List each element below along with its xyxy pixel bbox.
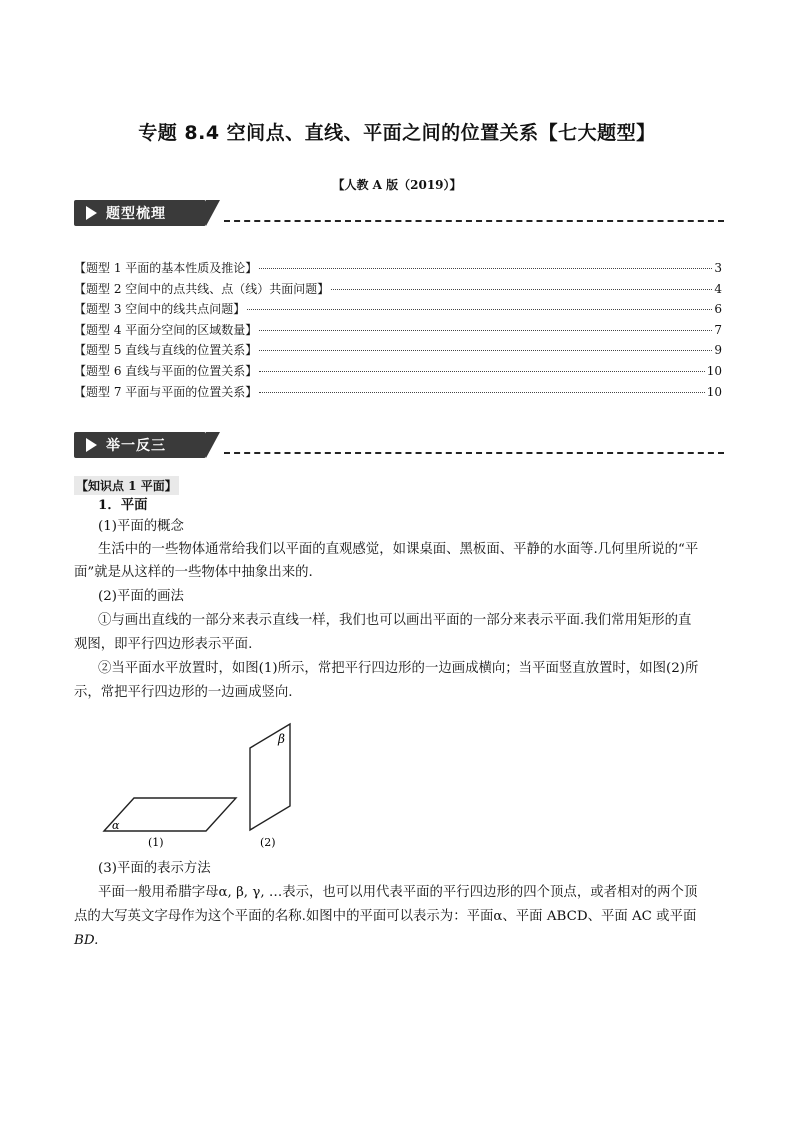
toc-entry-page: 10	[706, 363, 722, 378]
label-beta: β	[278, 732, 285, 746]
paragraph-line: BD.	[74, 933, 99, 948]
table-of-contents	[74, 259, 722, 403]
edition-label: 【人教 A 版（2019）】	[332, 178, 462, 192]
toc-entry-label: 【题型 6 直线与平面的位置关系】	[74, 363, 258, 378]
toc-entry[interactable]	[74, 300, 722, 321]
page-title: 专题 8.4 空间点、直线、平面之间的位置关系【七大题型】	[138, 122, 656, 144]
subheading-drawing: (2)平面的画法	[98, 589, 184, 604]
toc-entry[interactable]	[74, 280, 722, 301]
toc-entry-page: 7	[714, 322, 722, 337]
toc-leader-dots	[247, 309, 712, 310]
toc-leader-dots	[259, 392, 704, 393]
toc-leader-dots	[259, 350, 712, 351]
caption-figure-1: (1)	[148, 836, 164, 849]
toc-leader-dots	[259, 330, 712, 331]
section-divider	[224, 220, 724, 222]
toc-entry-page: 4	[714, 281, 722, 296]
paragraph-line: ①与画出直线的一部分来表示直线一样，我们也可以画出平面的一部分来表示平面.我们常用矩形的直	[98, 613, 692, 628]
toc-entry-label: 【题型 1 平面的基本性质及推论】	[74, 261, 258, 275]
heading-plane: 1．平面	[98, 497, 148, 513]
horizontal-plane-shape	[104, 798, 236, 831]
toc-section-bar	[74, 200, 724, 228]
paragraph-line: 生活中的一些物体通常给我们以平面的直观感觉，如课桌面、黑板面、平静的水面等.几何里所说的“平	[98, 542, 699, 557]
knowledge-point-heading: 【知识点 1 平面】	[74, 476, 179, 495]
paragraph-line: 示，常把平行四边形的一边画成竖向.	[74, 685, 293, 700]
plane-figure	[100, 722, 300, 852]
example-section-label: 举一反三	[106, 438, 166, 454]
toc-section-tab	[74, 200, 206, 226]
example-section-tab	[74, 432, 206, 458]
paragraph-line: 平面一般用希腊字母α, β, γ, …表示，也可以用代表平面的平行四边形的四个顶点，或者相对的两个顶	[98, 885, 698, 900]
label-alpha: α	[112, 819, 120, 832]
toc-entry-label: 【题型 7 平面与平面的位置关系】	[74, 384, 258, 399]
subheading-notation: (3)平面的表示方法	[98, 861, 211, 876]
toc-entry-page: 6	[714, 302, 722, 317]
paragraph-line: 面”就是从这样的一些物体中抽象出来的.	[74, 565, 313, 580]
toc-entry-page: 10	[706, 384, 722, 399]
paragraph-line: ②当平面水平放置时，如图(1)所示，常把平行四边形的一边画成横向；当平面竖直放置时，如图(2)所	[98, 661, 699, 676]
toc-entry[interactable]	[74, 362, 722, 383]
toc-leader-dots	[259, 371, 704, 372]
toc-section-label: 题型梳理	[106, 206, 166, 222]
section-divider	[224, 452, 724, 454]
play-arrow-icon	[86, 438, 97, 452]
toc-leader-dots	[259, 268, 712, 269]
caption-figure-2: (2)	[260, 836, 276, 849]
toc-entry-page: 3	[714, 261, 722, 275]
toc-entry-label: 【题型 5 直线与直线的位置关系】	[74, 343, 258, 358]
paragraph-line: 观图，即平行四边形表示平面.	[74, 637, 253, 652]
toc-leader-dots	[331, 289, 712, 290]
paragraph-line: 点的大写英文字母作为这个平面的名称.如图中的平面可以表示为：平面α、平面 ABCD、平面 AC 或平面	[74, 909, 697, 924]
toc-entry-label: 【题型 2 空间中的点共线、点（线）共面问题】	[74, 281, 330, 296]
toc-entry[interactable]	[74, 341, 722, 362]
play-arrow-icon	[86, 206, 97, 220]
toc-entry[interactable]	[74, 259, 722, 280]
toc-entry-label: 【题型 4 平面分空间的区域数量】	[74, 322, 258, 337]
subheading-concept: (1)平面的概念	[98, 519, 184, 534]
toc-entry-page: 9	[714, 343, 722, 358]
toc-entry[interactable]	[74, 321, 722, 342]
toc-entry[interactable]	[74, 383, 722, 404]
toc-entry-label: 【题型 3 空间中的线共点问题】	[74, 302, 246, 317]
example-section-bar	[74, 432, 724, 460]
